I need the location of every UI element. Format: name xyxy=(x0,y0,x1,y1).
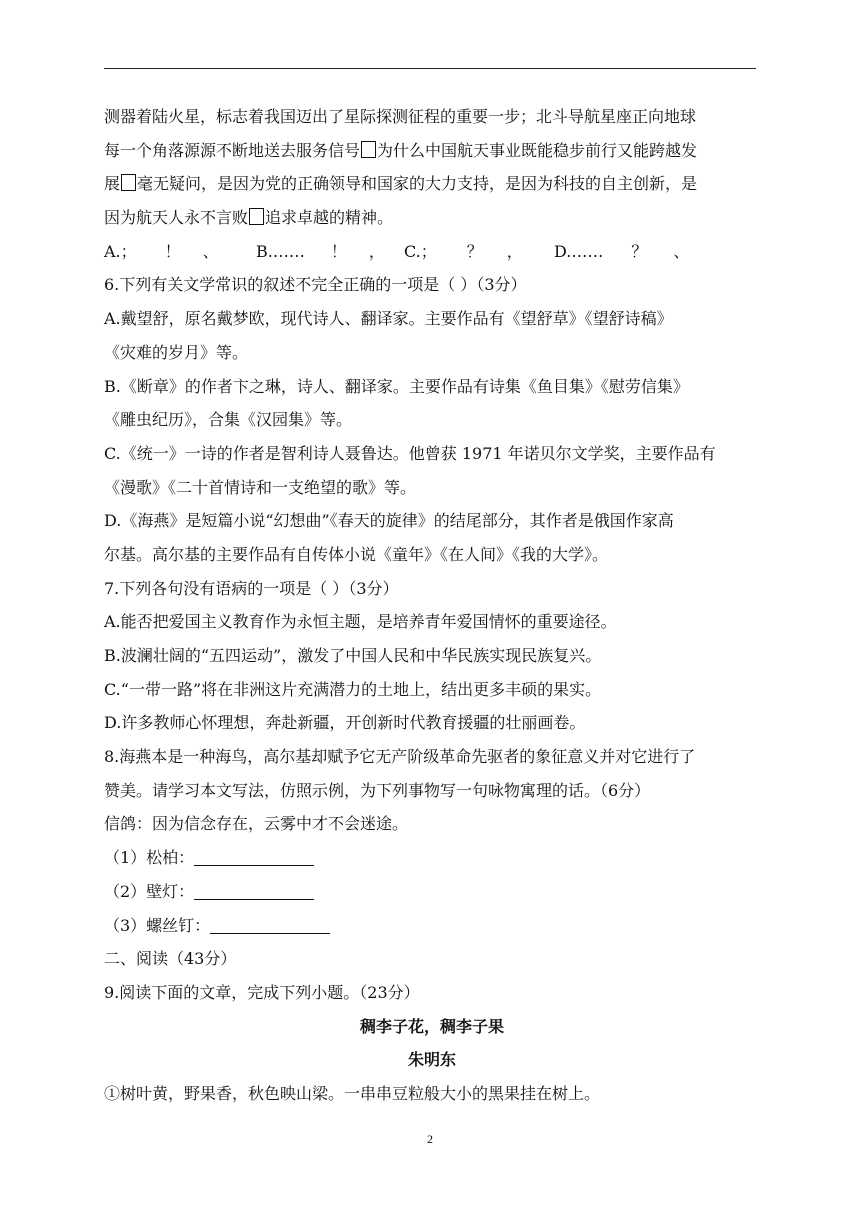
section-heading: 二、阅读（43分） xyxy=(104,949,237,969)
q6-option-b: B.《断章》的作者卞之琳，诗人、翻译家。主要作品有诗集《鱼目集》《慰劳信集》 xyxy=(104,376,689,396)
blank-box xyxy=(249,208,264,225)
blank-box xyxy=(121,174,136,191)
q7-stem: 7.下列各句没有语病的一项是（ ）（3分） xyxy=(104,578,399,598)
q7-option-b: B.波澜壮阔的“五四运动”，激发了中国人民和中华民族实现民族复兴。 xyxy=(104,646,602,665)
q8-item-3: （3）螺丝钉： xyxy=(104,909,760,943)
q6-option-a: A.戴望舒，原名戴梦欧，现代诗人、翻译家。主要作品有《望舒草》《望舒诗稿》 xyxy=(104,309,673,329)
q6-stem: 6.下列有关文学常识的叙述不完全正确的一项是（ ）（3分） xyxy=(104,275,527,295)
q8-stem: 8.海燕本是一种海鸟，高尔基却赋予它无产阶级革命先驱者的象征意义并对它进行了 xyxy=(104,747,696,767)
answer-blank[interactable] xyxy=(194,883,314,900)
q6-option-d-cont: 尔基。高尔基的主要作品有自传体小说《童年》《在人间》《我的大学》。 xyxy=(104,544,609,564)
q8-example: 信鸽：因为信念存在，云雾中才不会迷途。 xyxy=(104,814,409,834)
article-paragraph: ①树叶黄，野果香，秋色映山梁。一串串豆粒般大小的黑果挂在树上。 xyxy=(104,1083,601,1103)
blank-box xyxy=(361,141,376,158)
p5-line: 展 毫无疑问，是因为党的正确领导和国家的大力支持，是因为科技的自主创新，是 xyxy=(104,174,698,194)
header-rule xyxy=(104,68,756,69)
q8-item-2: （2）壁灯： xyxy=(104,875,760,909)
q7-option-d: D.许多教师心怀理想，奔赴新疆，开创新时代教育援疆的壮丽画卷。 xyxy=(104,713,586,733)
q6-option-c: C.《统一》一诗的作者是智利诗人聂鲁达。他曾获 1971 年诺贝尔文学奖，主要作品有 xyxy=(104,443,716,463)
q6-option-b-cont: 《雕虫纪历》，合集《汉园集》等。 xyxy=(104,410,353,430)
q5-option-c: C.； ？ ， xyxy=(404,241,523,261)
answer-blank[interactable] xyxy=(210,917,330,934)
page-number: 2 xyxy=(427,1132,433,1146)
page-content xyxy=(104,100,760,1111)
q5-option-d: D.…… ？ 、 xyxy=(554,241,690,261)
article-author: 朱明东 xyxy=(407,1050,456,1070)
p5-line: 测器着陆火星，标志着我国迈出了星际探测征程的重要一步；北斗导航星座正向地球 xyxy=(104,107,697,126)
q8-stem-cont: 赞美。请学习本文写法，仿照示例，为下列事物写一句咏物寓理的话。（6分） xyxy=(104,780,651,800)
q5-option-b: B.…… ！ ， xyxy=(256,241,385,261)
q7-option-a: A.能否把爱国主义教育作为永恒主题，是培养青年爱国情怀的重要途径。 xyxy=(104,612,617,632)
q6-option-d: D.《海燕》是短篇小说“幻想曲”《春天的旋律》的结尾部分，其作者是俄国作家高 xyxy=(104,511,674,531)
q7-option-c: C.“一带一路”将在非洲这片充满潜力的土地上，结出更多丰硕的果实。 xyxy=(104,679,602,699)
q5-option-a: A.； ！ 、 xyxy=(104,241,219,261)
q6-option-c-cont: 《漫歌》《二十首情诗和一支绝望的歌》等。 xyxy=(104,477,417,497)
answer-blank[interactable] xyxy=(194,849,314,866)
article-title: 稠李子花，稠李子果 xyxy=(359,1016,504,1036)
p5-line: 因为航天人永不言败 追求卓越的精神。 xyxy=(104,208,394,228)
q5-options xyxy=(104,235,760,269)
q6-option-a-cont: 《灾难的岁月》等。 xyxy=(104,342,249,362)
q8-item-1: （1）松柏： xyxy=(104,841,760,875)
p5-line: 每一个角落源源不断地送去服务信号 为什么中国航天事业既能稳步前行又能跨越发 xyxy=(104,140,698,160)
q9-stem: 9.阅读下面的文章，完成下列小题。（23分） xyxy=(104,982,420,1002)
